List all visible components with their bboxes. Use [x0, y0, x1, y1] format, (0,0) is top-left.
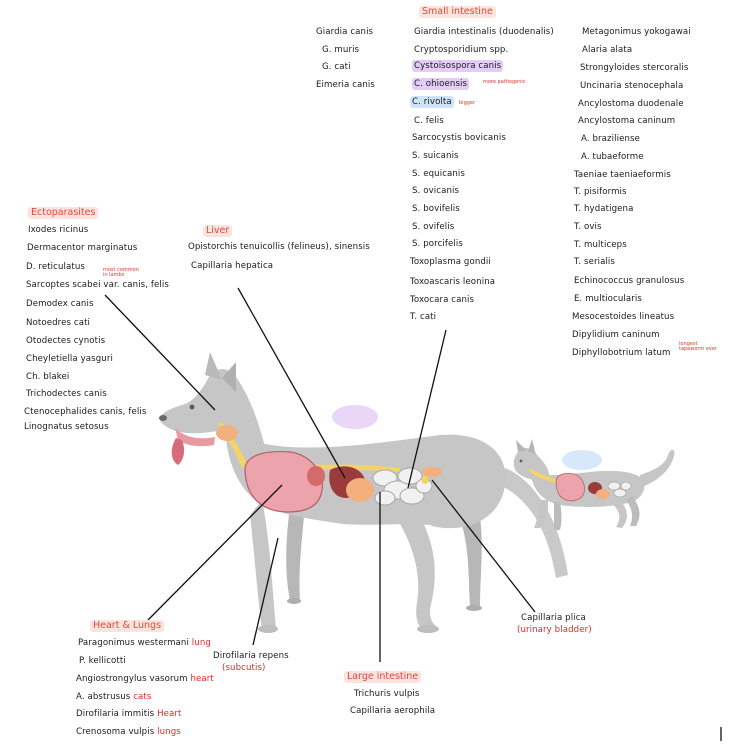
small-intestine-header: Small intestine: [419, 6, 496, 18]
species-g-cati: G. cati: [322, 62, 351, 72]
species-s-bovifelis: S. bovifelis: [412, 204, 460, 214]
species-a-braziliense: A. braziliense: [581, 134, 641, 144]
ectoparasites-header: Ectoparasites: [28, 207, 98, 219]
species-alaria-alata: Alaria alata: [582, 45, 633, 55]
species-c-felis: C. felis: [414, 116, 444, 126]
species-dirofilaria-immitis: [76, 710, 182, 719]
species-dirofilaria-immitis-name: Dirofilaria immitis: [76, 709, 155, 719]
species-linognatus: Linognatus setosus: [24, 422, 109, 432]
species-demodex: Demodex canis: [26, 299, 94, 309]
species-uncinaria: Uncinaria stenocephala: [580, 81, 684, 91]
species-angiostrongylus: [76, 675, 214, 684]
species-paragonimus-name: Paragonimus westermani: [78, 638, 189, 648]
highlight-c-ohioensis: C. ohioensis: [414, 79, 468, 89]
species-strongyloides: Strongyloides stercoralis: [580, 63, 689, 73]
site-dirofilaria-immitis: Heart: [157, 709, 182, 719]
species-cheyletiella: Cheyletiella yasguri: [26, 354, 113, 364]
note-sarcoptes: most common in lambs: [103, 267, 139, 279]
species-dermacentor: Dermacentor marginatus: [27, 243, 138, 253]
species-t-ovis: T. ovis: [574, 222, 602, 232]
species-dipylidium: Dipylidium caninum: [572, 330, 660, 340]
species-c-ohioensis: [412, 80, 469, 89]
species-metagonimus: Metagonimus yokogawai: [582, 27, 691, 37]
species-t-serialis: T. serialis: [574, 257, 615, 267]
species-cystoisospora-canis: [412, 62, 503, 71]
species-a-tubaeforme: A. tubaeforme: [581, 152, 644, 162]
species-ancylostoma-duodenale: Ancylostoma duodenale: [578, 99, 684, 109]
species-ctenocephalides: Ctenocephalides canis, felis: [24, 407, 147, 417]
species-a-abstrusus-name: A. abstrusus: [76, 692, 131, 702]
species-dirofilaria-repens: Dirofilaria repens: [213, 651, 289, 661]
species-g-muris: G. muris: [322, 45, 360, 55]
species-s-ovifelis: S. ovifelis: [412, 222, 455, 232]
species-capillaria-plica: Capillaria plica: [521, 613, 586, 623]
species-toxoascaris-leonina: Toxoascaris leonina: [410, 277, 496, 287]
species-s-ovicanis: S. ovicanis: [412, 186, 460, 196]
species-crenosoma: [76, 728, 181, 737]
species-giardia-canis: Giardia canis: [316, 27, 374, 37]
species-trichuris: Trichuris vulpis: [354, 689, 420, 699]
species-mesocestoides: Mesocestoides lineatus: [572, 312, 675, 322]
purple-highlight-blob: [332, 405, 378, 429]
ectoparasites-pointer: [105, 295, 215, 410]
species-ixodes: Ixodes ricinus: [28, 225, 89, 235]
liver-header: Liver: [203, 225, 232, 237]
species-a-abstrusus: [76, 693, 151, 702]
species-eimeria-canis: Eimeria canis: [316, 80, 375, 90]
blue-highlight-blob: [562, 450, 602, 470]
species-otodectes: Otodectes cynotis: [26, 336, 106, 346]
note-latum: longest tapeworm ever: [679, 341, 718, 353]
species-t-cati: T. cati: [410, 312, 437, 322]
species-sarcoptes: Sarcoptes scabei var. canis, felis: [26, 280, 169, 290]
highlight-c-rivolta: C. rivolta: [412, 97, 452, 107]
species-ancylostoma-caninum: Ancylostoma caninum: [578, 116, 676, 126]
species-toxoplasma-gondii: Toxoplasma gondii: [410, 257, 491, 267]
note-rivolta: bigger: [459, 100, 476, 106]
species-s-equicanis: S. equicanis: [412, 169, 465, 179]
species-notoedres: Notoedres cati: [26, 318, 91, 328]
species-angiostrongylus-name: Angiostrongylus vasorum: [76, 674, 188, 684]
species-t-multiceps: T. multiceps: [574, 240, 627, 250]
species-capillaria-hepatica: Capillaria hepatica: [191, 261, 274, 271]
species-s-porcifelis: S. porcifelis: [412, 239, 463, 249]
species-paragonimus: [78, 639, 211, 648]
species-cryptosporidium: Cryptosporidium spp.: [414, 45, 509, 55]
species-s-suicanis: S. suicanis: [412, 151, 459, 161]
species-trichodectes: Trichodectes canis: [26, 389, 107, 399]
species-ch-blakei: Ch. blakei: [26, 372, 70, 382]
note-ohioensis: more pathogenic: [483, 79, 526, 85]
species-opistorchis: Opistorchis tenuicollis (felineus), sinensis: [188, 242, 370, 252]
site-crenosoma: lungs: [157, 727, 181, 737]
species-diphyllobotrium: Diphyllobotrium latum: [572, 348, 671, 358]
species-crenosoma-name: Crenosoma vulpis: [76, 727, 155, 737]
species-toxocara-canis: Toxocara canis: [410, 295, 475, 305]
species-e-multiocularis: E. multiocularis: [574, 294, 642, 304]
site-angiostrongylus: heart: [190, 674, 214, 684]
species-c-rivolta: [410, 98, 454, 107]
site-paragonimus: lung: [191, 638, 211, 648]
site-dirofilaria-repens: (subcutis): [222, 663, 266, 673]
species-p-kellicotti: P. kellicotti: [79, 656, 126, 666]
species-sarcocystis-bovicanis: Sarcocystis bovicanis: [412, 133, 506, 143]
site-urinary-bladder: (urinary bladder): [517, 625, 592, 635]
species-taeniae-taeniaeformis: Taeniae taeniaeformis: [574, 170, 671, 180]
species-giardia-intestinalis: Giardia intestinalis (duodenalis): [414, 27, 554, 37]
heart-lungs-header: Heart & Lungs: [90, 620, 164, 632]
species-t-hydatigena: T. hydatigena: [574, 204, 634, 214]
large-intestine-header: Large intestine: [344, 671, 421, 683]
site-a-abstrusus: cats: [133, 692, 152, 702]
species-capillaria-aerophila: Capillaria aerophila: [350, 706, 436, 716]
species-d-reticulatus: D. reticulatus: [26, 262, 85, 272]
species-echinococcus: Echinococcus granulosus: [574, 276, 685, 286]
highlight-cystoisospora-canis: Cystoisospora canis: [414, 61, 502, 71]
species-t-pisiformis: T. pisiformis: [574, 187, 627, 197]
